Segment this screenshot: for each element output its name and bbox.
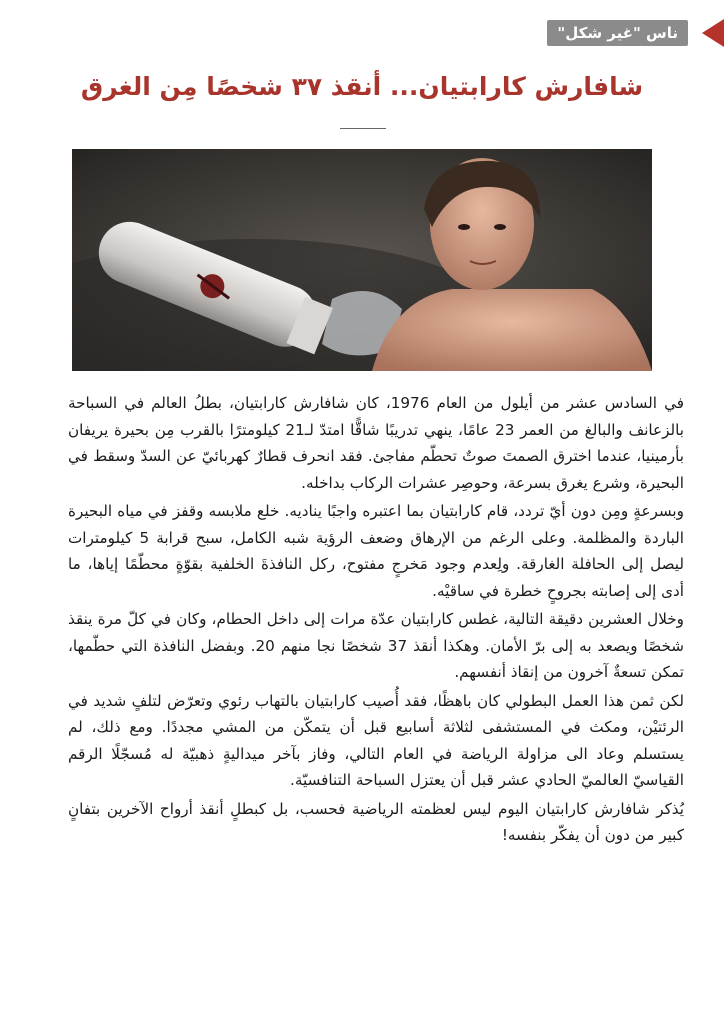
article-title: شافارش كارابتيان... أنقذ ٣٧ شخصًا مِن الغرق bbox=[80, 72, 644, 101]
article-paragraph: يُذكر شافارش كارابتيان اليوم ليس لعظمته الرياضية فحسب، بل كبطلٍ أنقذ أرواح الآخرين بتفانٍ كبير من دون أن يفكّر بنفسه! bbox=[68, 799, 684, 844]
section-arrow-icon bbox=[702, 19, 724, 47]
article-paragraph: وخلال العشرين دقيقة التالية، غطس كارابتيان عدّة مرات إلى داخل الحطام، وكان في كلّ مرة ينقذ شخصًا ويصعد به إلى برّ الأمان. وهكذا أنقذ 37 شخصًا نجا منهم 20. وبفضل النافذة التي حطّمها، تمكن تسعةٌ آخرون من إنقاذ أنفسهم. bbox=[68, 610, 684, 681]
article-paragraph: لكن ثمن هذا العمل البطولي كان باهظًا، فقد أُصيب كارابتيان بالتهاب رئوي وتعرّض لتلفٍ شديد في الرئتيْن، ومكث في المستشفى لثلاثة أسابيع قبل أن يتمكّن من المشي مجددًا. ومع ذلك، لم يستسلم وعاد الى مزاولة الرياضة في العام التالي، وفاز بآخر ميداليةٍ ذهبيّة له مُسجّلًا الرقم القياسيّ العالميّ الحادي عشر قبل أن يعتزل السباحة التنافسيّة. bbox=[68, 691, 684, 789]
section-tag: ناس "غير شكل" bbox=[547, 20, 688, 46]
title-divider bbox=[340, 128, 386, 129]
article-paragraph: في السادس عشر من أيلول من العام 1976، كان شافارش كارابتيان، بطلُ العالم في السباحة بالزعانف والبالغ من العمر 23 عامًا، ينهي تدريبًا شاقًّا امتدّ لـ21 كيلومترًا بالقرب مِن بحيرة يريفان بأرمينيا، عندما اخترق الصمتَ صوتٌ تحطّم مفاجئ. فقد انحرف قطارٌ كهربائيّ عن السدّ وسقط في البحيرة، وشرع يغرق بسرعة، وحوصِر عشرات الركاب بداخله. bbox=[68, 394, 685, 492]
article-photo bbox=[72, 149, 652, 371]
article-paragraph: وبسرعةٍ ومِن دون أيّ تردد، قام كارابتيان بما اعتبره واجبًا يناديه. خلع ملابسه وقفز في مياه البحيرة الباردة والمظلمة. وعلى الرغم من الإرهاق وضعف الرؤية شبه الكامل، سبح قرابة 5 كيلومترات ليصل إلى الحافلة الغارقة. ولِعدم وجود مَخرجٍ مفتوح، ركل النافذةَ الخلفية بقوّةٍ محطّمًا إياها، ما أدى إلى إصابته بجروحٍ خطرة في ساقيْه. bbox=[68, 502, 684, 600]
article-body bbox=[68, 390, 684, 851]
